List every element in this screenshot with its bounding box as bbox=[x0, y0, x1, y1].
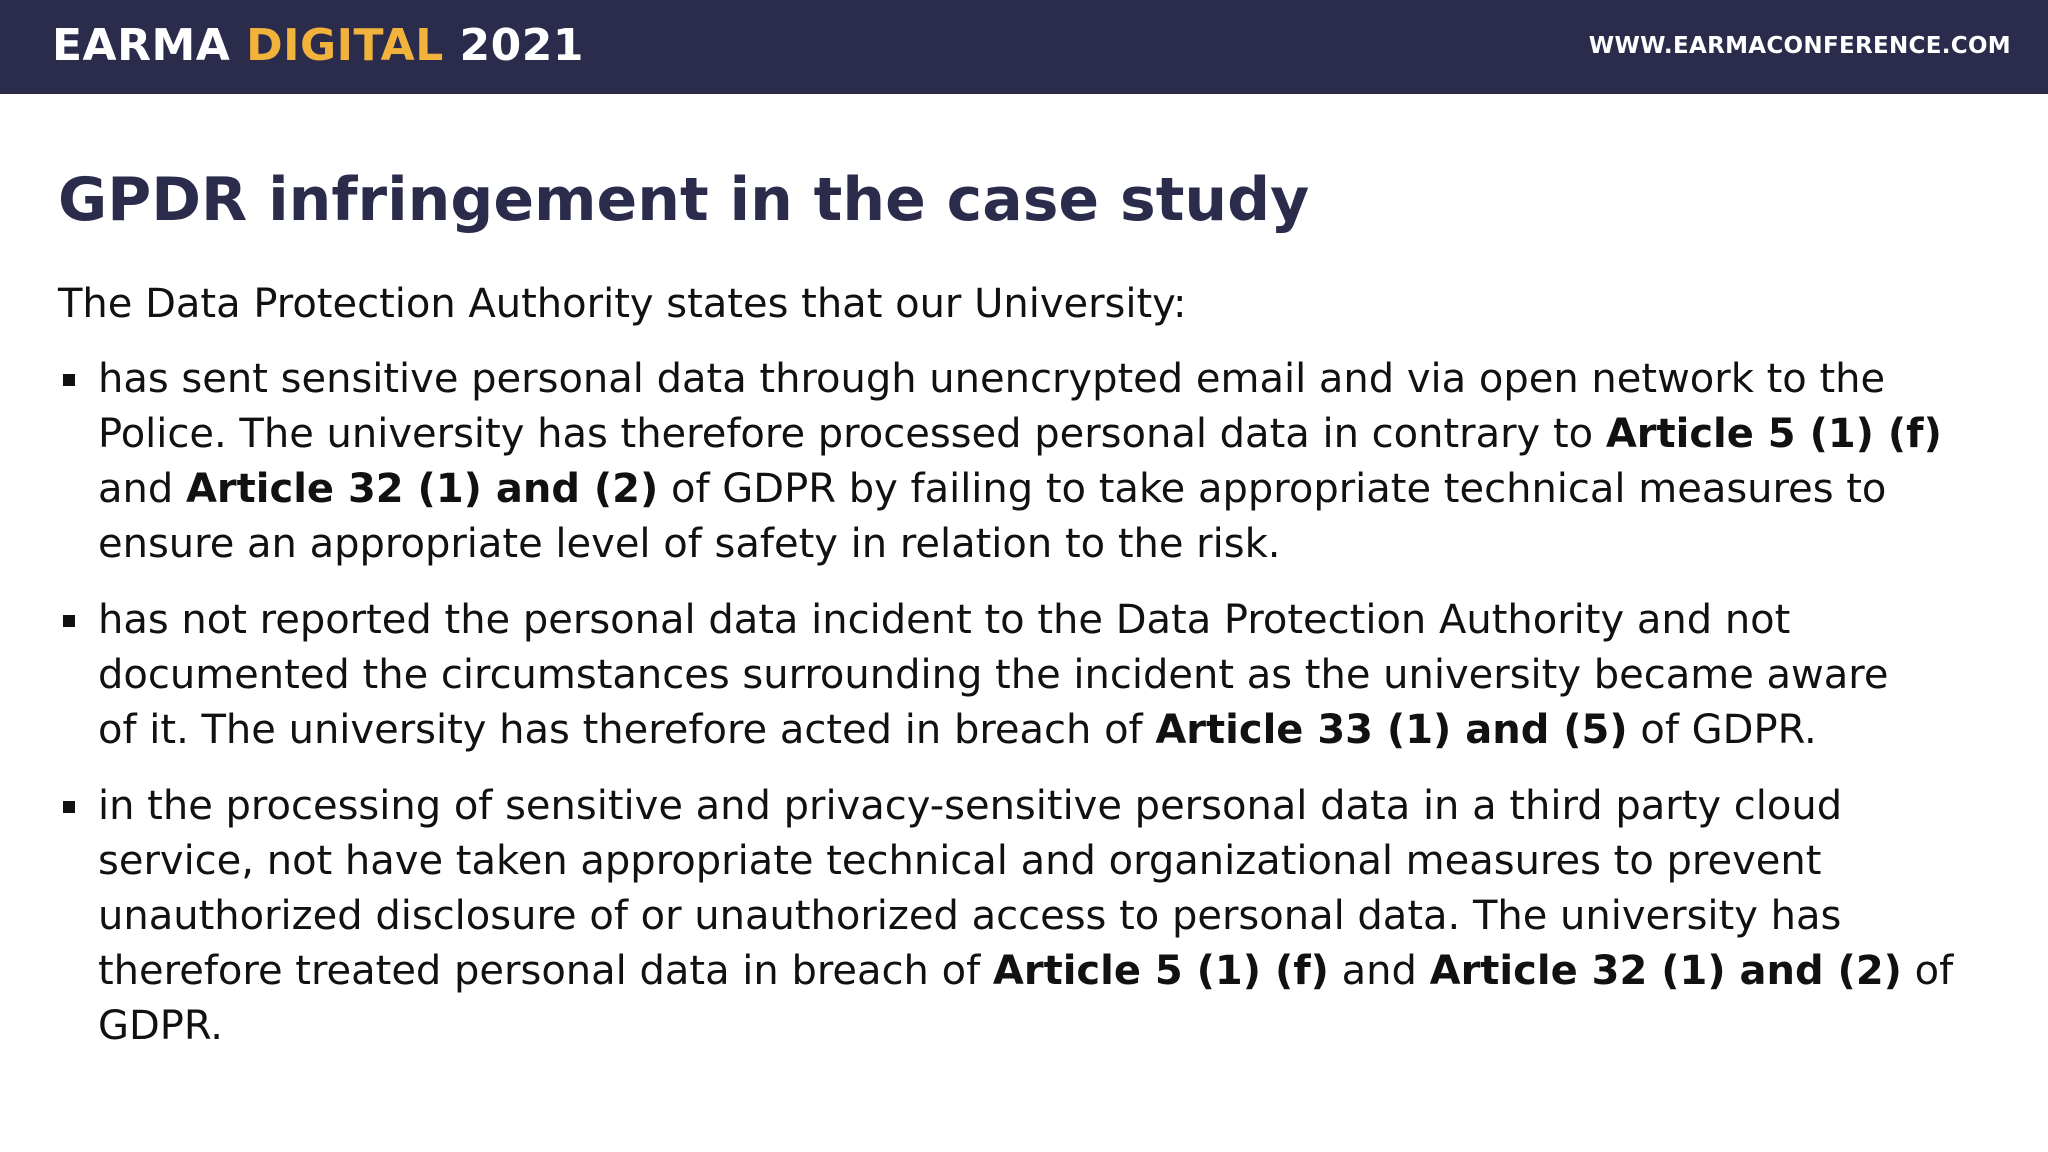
slide-content bbox=[58, 277, 1978, 1075]
bullet-text-line bbox=[98, 889, 1978, 944]
square-bullet-icon bbox=[63, 615, 75, 627]
text-segment: has not reported the personal data incident to the Data Protection Authority and not bbox=[98, 597, 1791, 643]
text-segment: of bbox=[1901, 948, 1954, 994]
logo-word-digital: DIGITAL bbox=[246, 20, 444, 71]
article-reference: Article 32 (1) and (2) bbox=[185, 466, 659, 512]
text-segment: in the processing of sensitive and privacy-sensitive personal data in a third party cloud bbox=[98, 783, 1843, 829]
text-segment: and bbox=[1328, 948, 1430, 994]
bullet-text-line bbox=[98, 703, 1978, 758]
article-reference: Article 33 (1) and (5) bbox=[1155, 707, 1628, 753]
bullet-text-line bbox=[98, 352, 1978, 407]
text-segment: unauthorized disclosure of or unauthorized access to personal data. The university has bbox=[98, 893, 1842, 939]
bullet-text-line bbox=[98, 407, 1978, 462]
slide-title: GPDR infringement in the case study bbox=[58, 165, 1310, 235]
text-segment: Police. The university has therefore processed personal data in contrary to bbox=[98, 411, 1606, 457]
bullet-item bbox=[58, 593, 1978, 758]
bullet-text-line bbox=[98, 462, 1978, 517]
text-segment: therefore treated personal data in breach of bbox=[98, 948, 993, 994]
bullet-text-line bbox=[98, 517, 1978, 572]
logo-word-earma: EARMA bbox=[52, 20, 247, 71]
bullet-text-line bbox=[98, 834, 1978, 889]
bullet-text-line bbox=[98, 999, 1978, 1054]
intro-text: The Data Protection Authority states that our University: bbox=[58, 281, 1187, 327]
square-bullet-icon bbox=[63, 801, 75, 813]
text-segment: service, not have taken appropriate technical and organizational measures to prevent bbox=[98, 838, 1822, 884]
logo-word-year: 2021 bbox=[443, 20, 585, 71]
bullet-list bbox=[58, 352, 1978, 1054]
text-segment: has sent sensitive personal data through unencrypted email and via open network to the bbox=[98, 356, 1886, 402]
text-segment: GDPR. bbox=[98, 1003, 223, 1049]
article-reference: Article 32 (1) and (2) bbox=[1429, 948, 1902, 994]
bullet-item bbox=[58, 779, 1978, 1054]
article-reference: Article 5 (1) (f) bbox=[992, 948, 1329, 994]
text-segment: of GDPR by failing to take appropriate technical measures to bbox=[658, 466, 1887, 512]
bullet-text-line bbox=[98, 779, 1978, 834]
website-url: WWW.EARMACONFERENCE.COM bbox=[1588, 33, 2011, 59]
text-segment: of it. The university has therefore acted in breach of bbox=[98, 707, 1156, 753]
text-segment: documented the circumstances surrounding the incident as the university became aware bbox=[98, 652, 1889, 698]
bullet-text-line bbox=[98, 648, 1978, 703]
text-segment: ensure an appropriate level of safety in relation to the risk. bbox=[98, 521, 1281, 567]
text-segment: of GDPR. bbox=[1627, 707, 1817, 753]
bullet-text-line bbox=[98, 593, 1978, 648]
conference-logo bbox=[52, 18, 584, 74]
header-bar bbox=[0, 0, 2048, 94]
bullet-item bbox=[58, 352, 1978, 572]
article-reference: Article 5 (1) (f) bbox=[1605, 411, 1942, 457]
bullet-text-line bbox=[98, 944, 1978, 999]
square-bullet-icon bbox=[63, 374, 75, 386]
text-segment: and bbox=[98, 466, 186, 512]
